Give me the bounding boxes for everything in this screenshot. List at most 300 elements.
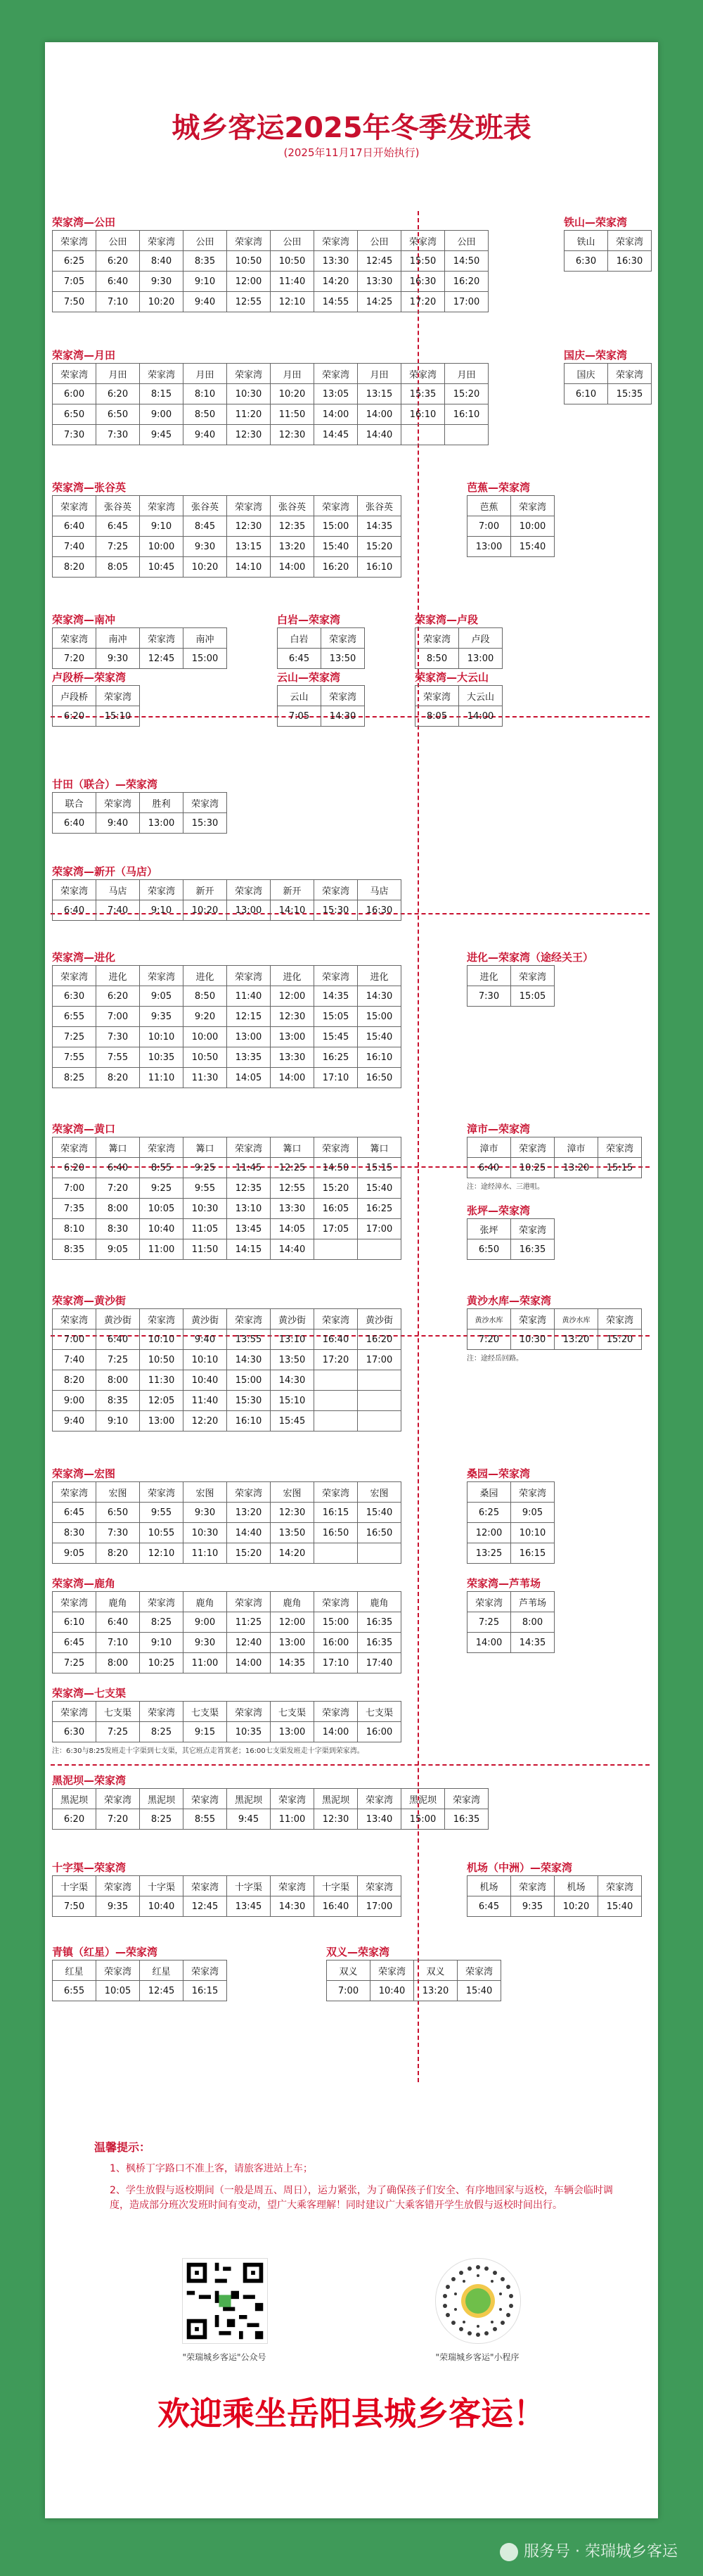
route-block	[52, 1121, 401, 1260]
departure-time: 14:30	[321, 706, 365, 727]
departure-time: 7:40	[96, 900, 140, 921]
departure-time: 10:35	[140, 1047, 183, 1068]
route-name: 黑泥坝—荣家湾	[52, 1774, 127, 1787]
column-header: 进化	[467, 966, 511, 986]
departure-time: 16:40	[314, 1330, 358, 1350]
departure-time: 16:05	[314, 1199, 358, 1219]
departure-time: 14:15	[227, 1239, 271, 1260]
departure-time: 9:00	[140, 404, 183, 425]
table-row	[53, 1523, 401, 1543]
departure-time: 11:10	[140, 1068, 183, 1088]
departure-time: 8:20	[96, 1543, 140, 1564]
column-header: 荣家湾	[227, 880, 271, 900]
departure-time: 15:00	[314, 516, 358, 537]
departure-time: 13:30	[358, 272, 401, 292]
departure-time: 9:30	[96, 649, 140, 669]
warm-tips	[94, 2138, 614, 2213]
departure-time: 8:20	[53, 1370, 96, 1391]
departure-time: 10:40	[140, 1896, 183, 1917]
departure-time: 12:35	[227, 1178, 271, 1199]
route-block	[52, 1293, 401, 1432]
service-account-icon	[500, 2543, 518, 2561]
column-header: 鹿角	[358, 1592, 401, 1612]
table-row	[467, 1239, 555, 1260]
column-header: 荣家湾	[227, 364, 271, 384]
route-name: 荣家湾—黄沙街	[52, 1294, 127, 1307]
departure-time: 8:30	[53, 1523, 96, 1543]
table-header-row	[278, 686, 365, 706]
timetable	[52, 230, 489, 312]
table-row	[467, 537, 555, 557]
column-header: 红星	[140, 1960, 183, 1981]
route-name: 机场（中洲）—荣家湾	[467, 1861, 573, 1874]
departure-time	[358, 1391, 401, 1411]
departure-time: 16:10	[227, 1411, 271, 1432]
departure-time: 9:10	[140, 516, 183, 537]
timetable	[467, 965, 555, 1007]
departure-time: 15:00	[314, 1612, 358, 1633]
column-header: 荣家湾	[314, 364, 358, 384]
departure-time: 8:55	[140, 1158, 183, 1178]
departure-time: 13:25	[467, 1543, 511, 1564]
column-header: 黄沙水库	[467, 1309, 511, 1330]
departure-time: 7:30	[96, 1523, 140, 1543]
departure-time: 8:55	[183, 1809, 227, 1830]
departure-time: 10:05	[96, 1981, 140, 2001]
departure-time: 15:50	[401, 251, 445, 272]
departure-time: 10:05	[140, 1199, 183, 1219]
table-header-row	[53, 1876, 401, 1896]
page-subtitle: (2025年11月17日开始执行)	[283, 146, 420, 159]
departure-time: 16:00	[358, 1722, 401, 1742]
departure-time: 10:50	[140, 1350, 183, 1370]
column-header: 荣家湾	[227, 1702, 271, 1722]
departure-time: 16:15	[314, 1503, 358, 1523]
column-header: 卢段桥	[53, 686, 96, 706]
departure-time: 14:20	[314, 272, 358, 292]
departure-time: 14:55	[314, 292, 358, 312]
departure-time: 10:40	[183, 1370, 227, 1391]
table-row	[467, 1330, 642, 1350]
departure-time	[314, 1411, 358, 1432]
departure-time: 15:00	[358, 1007, 401, 1027]
departure-time: 10:50	[271, 251, 314, 272]
departure-time: 16:30	[358, 900, 401, 921]
departure-time: 6:50	[96, 1503, 140, 1523]
departure-time: 16:30	[401, 272, 445, 292]
column-header: 黑泥坝	[140, 1789, 183, 1809]
departure-time: 14:45	[314, 425, 358, 445]
departure-time: 17:00	[358, 1350, 401, 1370]
table-row	[53, 1543, 401, 1564]
table-row	[415, 706, 503, 727]
departure-time: 15:30	[227, 1391, 271, 1411]
departure-time: 12:00	[271, 1612, 314, 1633]
table-row	[467, 1503, 555, 1523]
departure-time: 17:20	[314, 1350, 358, 1370]
route-block	[52, 480, 401, 578]
departure-time: 6:40	[96, 1612, 140, 1633]
column-header: 荣家湾	[271, 1789, 314, 1809]
route-block	[467, 950, 593, 1007]
route-block	[52, 1773, 489, 1830]
column-header: 七支渠	[183, 1702, 227, 1722]
departure-time: 15:05	[314, 1007, 358, 1027]
table-row	[53, 1027, 401, 1047]
tip-item: 1、枫桥丁字路口不准上客，请旅客进站上车；	[110, 2163, 313, 2174]
route-block	[277, 612, 365, 669]
timetable	[52, 1308, 401, 1432]
departure-time: 15:00	[183, 649, 227, 669]
departure-time: 6:40	[53, 900, 96, 921]
departure-time: 14:00	[271, 557, 314, 578]
table-row	[53, 1612, 401, 1633]
route-block	[467, 480, 555, 557]
departure-time: 14:00	[314, 1722, 358, 1742]
departure-time: 10:00	[183, 1027, 227, 1047]
departure-time: 12:45	[183, 1896, 227, 1917]
route-block	[52, 347, 489, 445]
departure-time: 11:30	[183, 1068, 227, 1088]
departure-time: 9:40	[183, 1330, 227, 1350]
timetable	[52, 1137, 401, 1260]
departure-time: 6:50	[96, 404, 140, 425]
qr-caption-official-account: "荣瑞城乡客运"公众号	[182, 2352, 266, 2362]
departure-time: 9:40	[183, 292, 227, 312]
table-header-row	[53, 496, 401, 516]
table-row	[53, 1653, 401, 1673]
departure-time: 10:40	[140, 1219, 183, 1239]
departure-time: 9:30	[183, 537, 227, 557]
departure-time: 11:25	[227, 1612, 271, 1633]
departure-time: 8:40	[140, 251, 183, 272]
departure-time: 7:25	[53, 1027, 96, 1047]
departure-time: 11:10	[183, 1543, 227, 1564]
departure-time: 12:40	[227, 1633, 271, 1653]
departure-time: 15:40	[458, 1981, 501, 2001]
footer-text: 服务号 · 荣瑞城乡客运	[524, 2543, 678, 2561]
column-header: 荣家湾	[53, 1137, 96, 1158]
departure-time: 15:20	[598, 1330, 642, 1350]
table-header-row	[53, 793, 227, 813]
departure-time: 8:00	[511, 1612, 555, 1633]
departure-time: 6:45	[53, 1503, 96, 1523]
column-header: 荣家湾	[53, 1482, 96, 1503]
column-header: 月田	[183, 364, 227, 384]
column-header: 红星	[53, 1960, 96, 1981]
route-note: 注：途经漳水、三港咀。	[467, 1183, 544, 1191]
departure-time: 16:35	[358, 1612, 401, 1633]
column-header: 荣家湾	[227, 1482, 271, 1503]
departure-time: 13:40	[358, 1809, 401, 1830]
departure-time: 15:15	[358, 1158, 401, 1178]
departure-time: 16:30	[608, 251, 652, 272]
column-header: 荣家湾	[140, 1309, 183, 1330]
mini-program-qr-code[interactable]	[435, 2258, 521, 2344]
departure-time: 11:45	[227, 1158, 271, 1178]
departure-time: 11:40	[227, 986, 271, 1007]
timetable	[467, 495, 555, 557]
route-name: 荣家湾—黄口	[52, 1123, 116, 1135]
column-header: 机场	[467, 1876, 511, 1896]
table-header-row	[467, 966, 555, 986]
column-header: 荣家湾	[445, 1789, 489, 1809]
column-header: 张谷英	[358, 496, 401, 516]
column-header: 荣家湾	[511, 1137, 555, 1158]
departure-time: 11:20	[227, 404, 271, 425]
departure-time: 6:10	[53, 1612, 96, 1633]
departure-time: 10:20	[555, 1896, 598, 1917]
tips-heading: 温馨提示：	[94, 2141, 151, 2154]
table-row	[53, 1199, 401, 1219]
column-header: 荣家湾	[314, 966, 358, 986]
route-block	[52, 1685, 401, 1755]
departure-time: 6:40	[53, 813, 96, 834]
column-header: 荣家湾	[314, 1702, 358, 1722]
table-row	[53, 251, 489, 272]
timetable	[52, 685, 140, 727]
column-header: 黄沙街	[358, 1309, 401, 1330]
column-header: 张谷英	[96, 496, 140, 516]
departure-time	[314, 1239, 358, 1260]
table-row	[53, 900, 401, 921]
table-row	[53, 1809, 489, 1830]
column-header: 荣家湾	[415, 686, 459, 706]
route-note: 注：6:30与8:25发班走十字渠到七支渠，其它班点走筲箕老；16:00七支渠发班走十字渠到荣家湾。	[52, 1747, 364, 1755]
column-header: 张谷英	[183, 496, 227, 516]
departure-time: 7:25	[96, 1722, 140, 1742]
column-header: 鹿角	[96, 1592, 140, 1612]
departure-time	[314, 1543, 358, 1564]
departure-time: 12:10	[140, 1543, 183, 1564]
table-row	[53, 1330, 401, 1350]
column-header: 云山	[278, 686, 321, 706]
column-header: 荣家湾	[227, 966, 271, 986]
departure-time: 10:45	[140, 557, 183, 578]
departure-time: 16:35	[511, 1239, 555, 1260]
departure-time: 13:00	[140, 813, 183, 834]
route-block	[52, 670, 140, 727]
mini-program-code-icon	[436, 2259, 520, 2343]
departure-time: 6:30	[53, 1722, 96, 1742]
departure-time: 15:30	[183, 813, 227, 834]
timetable	[52, 1481, 401, 1564]
departure-time: 16:10	[401, 404, 445, 425]
departure-time: 6:25	[467, 1503, 511, 1523]
table-row	[53, 1391, 401, 1411]
departure-time: 7:50	[53, 1896, 96, 1917]
column-header: 月田	[358, 364, 401, 384]
departure-time: 13:20	[414, 1981, 458, 2001]
departure-time: 6:55	[53, 1981, 96, 2001]
departure-time: 7:35	[53, 1199, 96, 1219]
table-header-row	[53, 1702, 401, 1722]
departure-time	[358, 1411, 401, 1432]
departure-time: 12:10	[271, 292, 314, 312]
table-header-row	[565, 364, 652, 384]
column-header: 荣家湾	[183, 1876, 227, 1896]
departure-time: 9:10	[96, 1411, 140, 1432]
departure-time: 17:05	[314, 1219, 358, 1239]
departure-time: 6:20	[53, 1158, 96, 1178]
departure-time: 6:50	[53, 404, 96, 425]
departure-time: 13:10	[271, 1330, 314, 1350]
departure-time: 15:40	[314, 537, 358, 557]
table-row	[53, 1219, 401, 1239]
timetable	[467, 1218, 555, 1260]
table-row	[467, 1633, 555, 1653]
departure-time: 16:00	[314, 1633, 358, 1653]
departure-time: 11:30	[140, 1370, 183, 1391]
departure-time: 15:15	[598, 1158, 642, 1178]
departure-time: 15:20	[445, 384, 489, 404]
column-header: 十字渠	[227, 1876, 271, 1896]
departure-time: 12:30	[271, 1503, 314, 1523]
departure-time: 7:00	[53, 1178, 96, 1199]
departure-time: 13:45	[227, 1896, 271, 1917]
departure-time: 6:45	[467, 1896, 511, 1917]
table-row	[53, 649, 227, 669]
departure-time: 16:10	[445, 404, 489, 425]
column-header: 公田	[271, 231, 314, 251]
column-header: 荣家湾	[53, 496, 96, 516]
departure-time: 15:40	[358, 1027, 401, 1047]
route-name: 卢段桥—荣家湾	[52, 671, 127, 684]
column-header: 荣家湾	[227, 1137, 271, 1158]
departure-time: 9:05	[53, 1543, 96, 1564]
route-name: 双义—荣家湾	[326, 1946, 390, 1958]
departure-time: 15:20	[358, 537, 401, 557]
timetable	[277, 627, 365, 669]
timetable	[564, 230, 652, 272]
column-header: 荣家湾	[140, 1482, 183, 1503]
departure-time: 13:30	[271, 1047, 314, 1068]
column-header: 桑园	[467, 1482, 511, 1503]
departure-time: 12:30	[271, 425, 314, 445]
departure-time: 8:30	[96, 1219, 140, 1239]
column-header: 荣家湾	[53, 1592, 96, 1612]
departure-time: 10:50	[183, 1047, 227, 1068]
page-title: 城乡客运2025年冬季发班表	[172, 112, 531, 144]
departure-time: 10:20	[271, 384, 314, 404]
departure-time: 10:40	[370, 1981, 414, 2001]
column-header: 荣家湾	[53, 231, 96, 251]
route-name: 荣家湾—月田	[52, 349, 116, 362]
column-header: 荣家湾	[314, 880, 358, 900]
departure-time: 9:05	[511, 1503, 555, 1523]
column-header: 双义	[327, 1960, 370, 1981]
departure-time: 12:45	[358, 251, 401, 272]
departure-time: 15:45	[314, 1027, 358, 1047]
departure-time: 14:35	[358, 516, 401, 537]
departure-time: 8:25	[53, 1068, 96, 1088]
timetable	[52, 363, 489, 445]
table-row	[565, 384, 652, 404]
departure-time: 11:40	[271, 272, 314, 292]
table-row	[53, 425, 489, 445]
table-header-row	[467, 1876, 642, 1896]
departure-time: 12:30	[227, 516, 271, 537]
column-header: 荣家湾	[140, 880, 183, 900]
departure-time: 15:40	[598, 1896, 642, 1917]
departure-time	[445, 425, 489, 445]
route-name: 进化—荣家湾（途经关王）	[467, 951, 594, 964]
departure-time: 10:30	[511, 1330, 555, 1350]
column-header: 新开	[271, 880, 314, 900]
column-header: 荣家湾	[321, 628, 365, 649]
timetable	[415, 627, 503, 669]
route-name: 十字渠—荣家湾	[52, 1861, 127, 1874]
table-row	[53, 1503, 401, 1523]
table-row	[467, 1523, 555, 1543]
column-header: 荣家湾	[401, 231, 445, 251]
departure-time: 10:00	[140, 537, 183, 557]
departure-time	[314, 1391, 358, 1411]
departure-time: 6:25	[53, 251, 96, 272]
column-header: 宏图	[271, 1482, 314, 1503]
column-header: 荣家湾	[321, 686, 365, 706]
column-header: 荣家湾	[183, 793, 227, 813]
departure-time: 13:15	[358, 384, 401, 404]
departure-time: 12:25	[271, 1158, 314, 1178]
timetable	[52, 1875, 401, 1917]
column-header: 新开	[183, 880, 227, 900]
departure-time: 13:00	[271, 1633, 314, 1653]
departure-time: 17:00	[358, 1219, 401, 1239]
departure-time: 7:30	[96, 425, 140, 445]
column-header: 机场	[555, 1876, 598, 1896]
departure-time: 16:35	[358, 1633, 401, 1653]
column-header: 铁山	[565, 231, 608, 251]
column-header: 荣家湾	[598, 1309, 642, 1330]
departure-time: 14:35	[314, 986, 358, 1007]
departure-time: 7:05	[53, 272, 96, 292]
route-name: 荣家湾—进化	[52, 951, 116, 964]
departure-time: 6:10	[565, 384, 608, 404]
departure-time: 6:40	[96, 272, 140, 292]
departure-time: 10:35	[227, 1722, 271, 1742]
column-header: 进化	[96, 966, 140, 986]
departure-time: 15:35	[608, 384, 652, 404]
table-row	[467, 1896, 642, 1917]
column-header: 漳市	[467, 1137, 511, 1158]
departure-time: 17:10	[314, 1068, 358, 1088]
column-header: 荣家湾	[370, 1960, 414, 1981]
column-header: 国庆	[565, 364, 608, 384]
timetable	[52, 627, 227, 669]
column-header: 荣家湾	[140, 966, 183, 986]
column-header: 荣家湾	[140, 1592, 183, 1612]
table-row	[53, 292, 489, 312]
column-header: 十字渠	[140, 1876, 183, 1896]
departure-time	[314, 1370, 358, 1391]
departure-time: 7:00	[53, 1330, 96, 1350]
column-header: 荣家湾	[227, 496, 271, 516]
table-row	[53, 1633, 401, 1653]
departure-time: 8:00	[96, 1199, 140, 1219]
departure-time: 16:15	[183, 1981, 227, 2001]
departure-time: 6:20	[96, 251, 140, 272]
wechat-official-account-qr-code[interactable]	[182, 2258, 268, 2344]
departure-time: 14:00	[459, 706, 503, 727]
departure-time: 8:35	[53, 1239, 96, 1260]
column-header: 进化	[271, 966, 314, 986]
departure-time: 15:00	[227, 1370, 271, 1391]
route-block	[52, 1860, 401, 1917]
departure-time: 10:20	[183, 557, 227, 578]
departure-time: 15:10	[271, 1391, 314, 1411]
departure-time: 6:20	[53, 1809, 96, 1830]
